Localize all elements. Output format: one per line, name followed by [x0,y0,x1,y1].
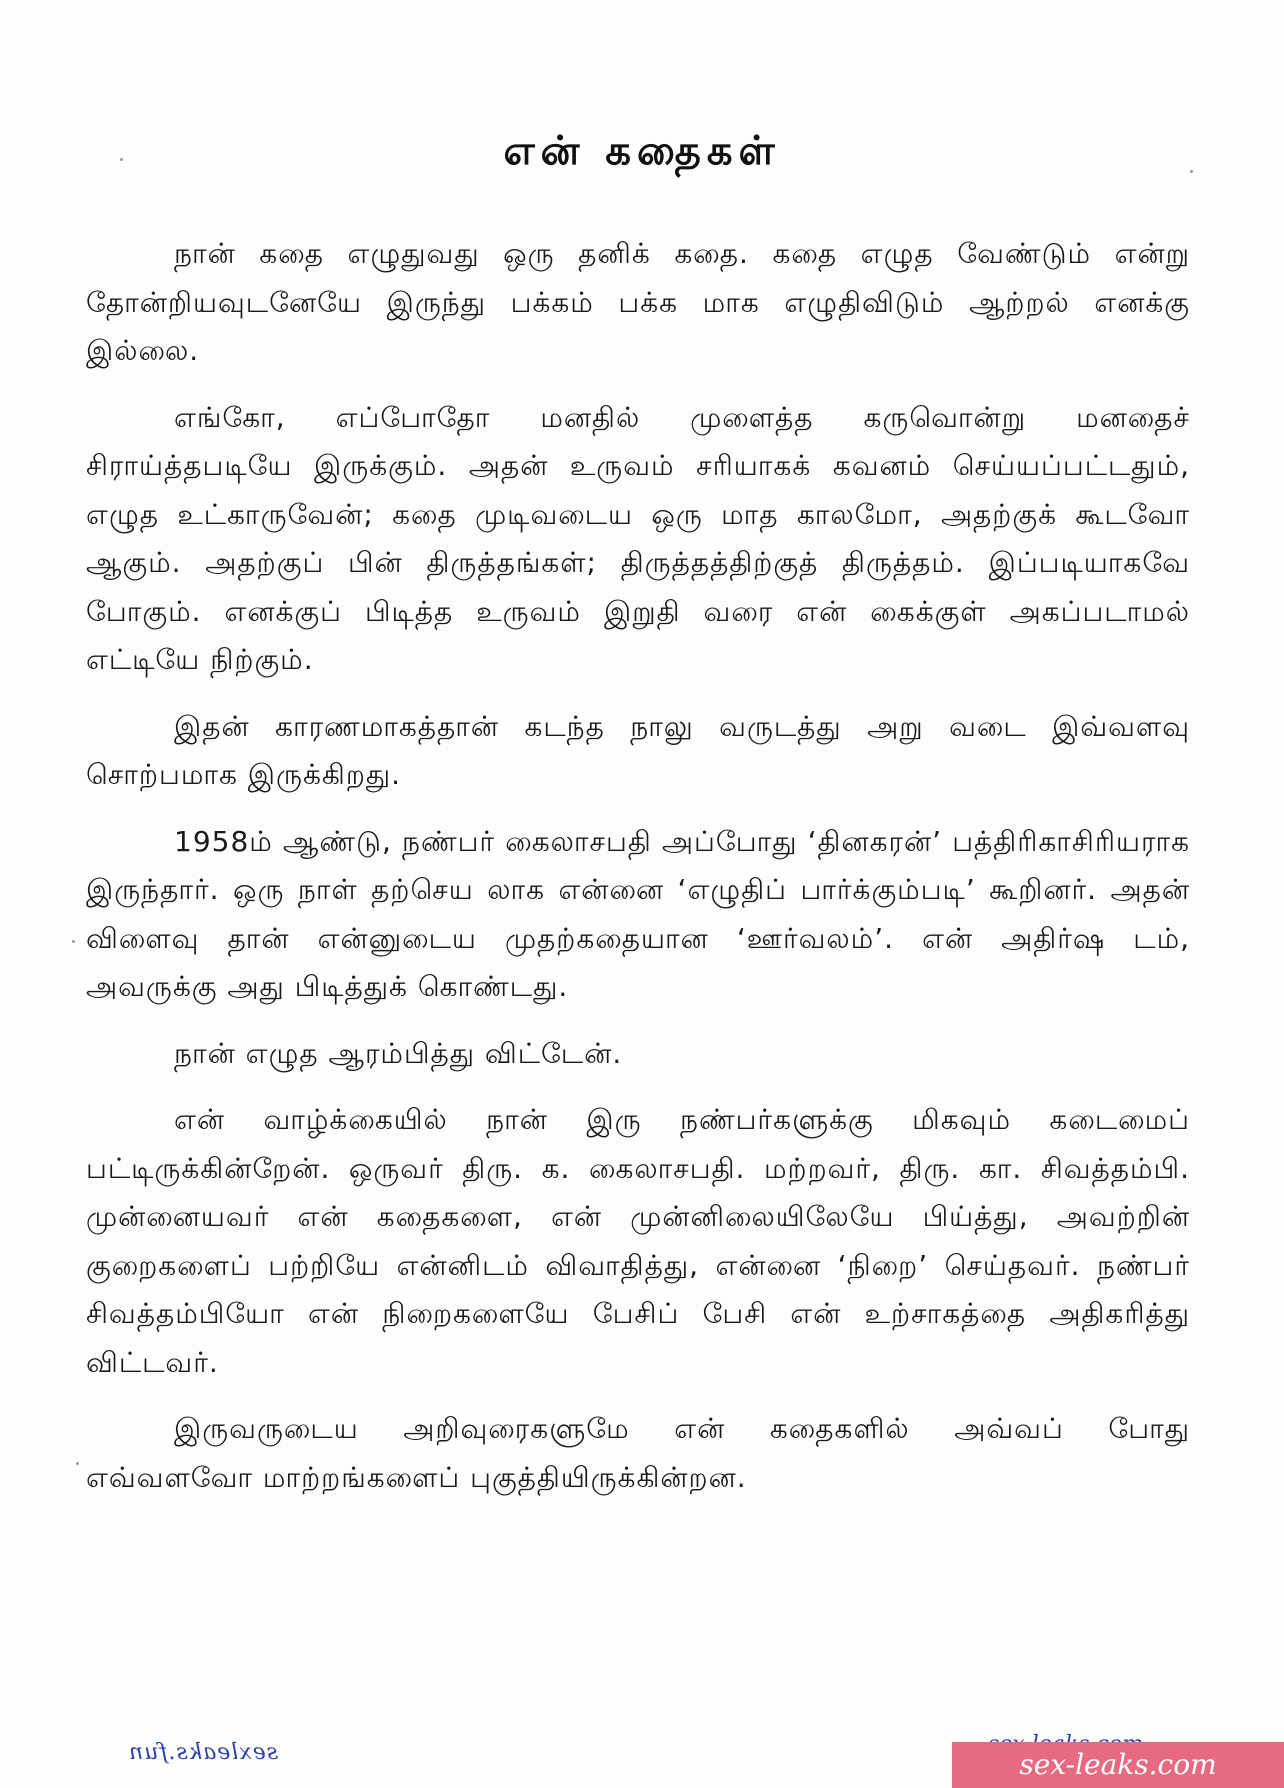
page-title: என் கதைகள் [503,128,781,174]
paragraph: எங்கோ, எப்போதோ மனதில் முளைத்த கருவொன்று மனதைச் சிராய்த்தபடியே இருக்கும். அதன் உருவம் சரியாகக் கவனம் செய்யப்பட்டதும், எழுத உட்காருவேன்; கதை முடிவடைய ஒரு மாத காலமோ, அதற்குக் கூடவோ ஆகும். அதற்குப் பின் திருத்தங்கள்; திருத்தத்திற்குத் திருத்தம். இப்படியாகவே போகும். எனக்குப் பிடித்த உருவம் இறுதி வரை என் கைக்குள் அகப்படாமல் எட்டியே நிற்கும். [86,400,1190,676]
watermark-banner: sex-leaks.com [952,1742,1284,1788]
paragraph: 1958ம் ஆண்டு, நண்பர் கைலாசபதி அப்போது ‘தினகரன்’ பத்திரிகாசிரியராக இருந்தார். ஒரு நாள் தற்செய லாக என்னை ‘எழுதிப் பார்க்கும்படி’ கூறினர். அதன் விளைவு தான் என்னுடைய முதற்கதையான ‘ஊர்வலம்’. என் அதிர்ஷ டம், அவருக்கு அது பிடித்துக் கொண்டது. [86,824,1190,1003]
body-text [86,230,1190,1520]
paragraph: இதன் காரணமாகத்தான் கடந்த நாலு வருடத்து அறு வடை இவ்வளவு சொற்பமாக இருக்கிறது. [86,709,1190,791]
paragraph: நான் எழுத ஆரம்பித்து விட்டேன். [174,1036,623,1070]
footer-mirrored-mark: sexleaks.fun [128,1740,278,1765]
paragraph: இருவருடைய அறிவுரைகளுமே என் கதைகளில் அவ்வப் போது எவ்வளவோ மாற்றங்களைப் புகுத்தியிருக்கின்றன. [86,1412,1190,1494]
scan-speck [72,940,75,943]
paragraph: என் வாழ்க்கையில் நான் இரு நண்பர்களுக்கு மிகவும் கடைமைப் பட்டிருக்கின்றேன். ஒருவர் திரு. க. கைலாசபதி. மற்றவர், திரு. கா. சிவத்தம்பி. முன்னையவர் என் கதைகளை, என் முன்னிலையிலேயே பிய்த்து, அவற்றின் குறைகளைப் பற்றியே என்னிடம் விவாதித்து, என்னை ‘நிறை’ செய்தவர். நண்பர் சிவத்தம்பியோ என் நிறைகளையே பேசிப் பேசி என் உற்சாகத்தை அதிகரித்து விட்டவர். [86,1103,1190,1379]
paragraph: நான் கதை எழுதுவது ஒரு தனிக் கதை. கதை எழுத வேண்டும் என்று தோன்றியவுடனேயே இருந்து பக்கம் பக்க மாக எழுதிவிடும் ஆற்றல் எனக்கு இல்லை. [86,237,1190,367]
scan-speck [76,1462,79,1465]
